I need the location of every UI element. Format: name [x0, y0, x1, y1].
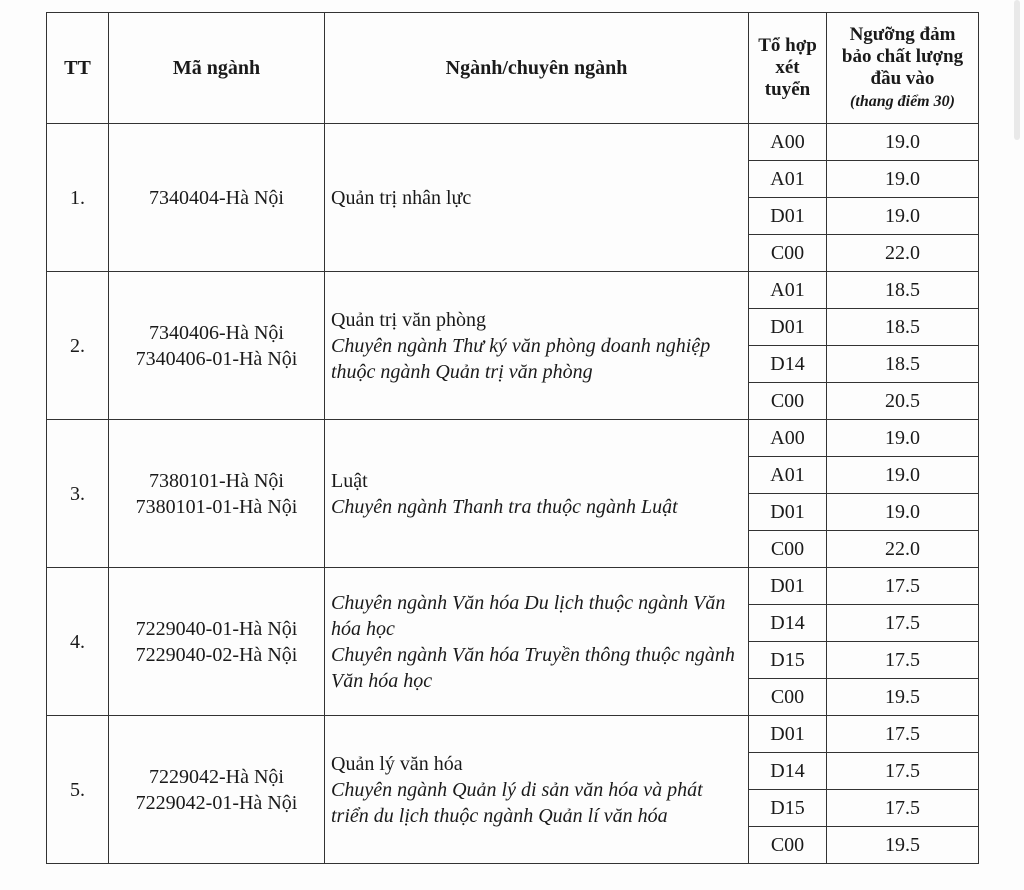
- major-code: 7229042-Hà Nội: [149, 765, 284, 788]
- subject-combination: A00: [749, 124, 827, 161]
- major-code: 7229040-02-Hà Nội: [135, 643, 298, 666]
- threshold-score: 18.5: [827, 346, 979, 383]
- subject-combination: A00: [749, 420, 827, 457]
- subject-combination: C00: [749, 235, 827, 272]
- major-code-cell: [109, 124, 325, 272]
- threshold-score: 22.0: [827, 235, 979, 272]
- major-name: Luật: [331, 469, 368, 492]
- row-number: 1.: [47, 124, 109, 272]
- threshold-score: 17.5: [827, 642, 979, 679]
- threshold-score: 17.5: [827, 716, 979, 753]
- scrollbar[interactable]: [1014, 0, 1020, 140]
- threshold-score: 18.5: [827, 272, 979, 309]
- specialization-name: Chuyên ngành Quản lý di sản văn hóa và phát triển du lịch thuộc ngành Quản lí văn hóa: [331, 778, 703, 827]
- admission-threshold-table: [46, 12, 979, 864]
- major-code-cell: [109, 272, 325, 420]
- subject-combination: D14: [749, 346, 827, 383]
- header-combo: Tổ hợp xét tuyển: [749, 13, 827, 124]
- threshold-score: 19.0: [827, 457, 979, 494]
- threshold-score: 19.5: [827, 827, 979, 864]
- header-threshold-note: (thang điểm 30): [850, 92, 955, 110]
- table-row: [47, 272, 979, 309]
- subject-combination: D01: [749, 309, 827, 346]
- threshold-score: 19.0: [827, 494, 979, 531]
- major-name-cell: [325, 124, 749, 272]
- specialization-name: Chuyên ngành Văn hóa Du lịch thuộc ngành Văn hóa học: [331, 591, 726, 640]
- subject-combination: D15: [749, 642, 827, 679]
- major-name: Quản trị văn phòng: [331, 308, 486, 331]
- major-code: 7380101-Hà Nội: [149, 469, 284, 492]
- row-number: 5.: [47, 716, 109, 864]
- subject-combination: C00: [749, 679, 827, 716]
- major-name-cell: [325, 568, 749, 716]
- major-code: 7340404-Hà Nội: [149, 186, 284, 209]
- table-row: [47, 568, 979, 605]
- row-number: 3.: [47, 420, 109, 568]
- subject-combination: D14: [749, 753, 827, 790]
- header-code: Mã ngành: [109, 13, 325, 124]
- major-name: Quản lý văn hóa: [331, 752, 463, 775]
- threshold-score: 19.0: [827, 198, 979, 235]
- major-name-cell: [325, 272, 749, 420]
- major-code-cell: [109, 716, 325, 864]
- threshold-score: 19.0: [827, 420, 979, 457]
- threshold-score: 19.0: [827, 161, 979, 198]
- header-threshold: [827, 13, 979, 124]
- subject-combination: C00: [749, 531, 827, 568]
- threshold-score: 19.5: [827, 679, 979, 716]
- subject-combination: D01: [749, 494, 827, 531]
- subject-combination: A01: [749, 161, 827, 198]
- major-code: 7229042-01-Hà Nội: [135, 791, 298, 814]
- threshold-score: 17.5: [827, 753, 979, 790]
- subject-combination: A01: [749, 272, 827, 309]
- major-name-cell: [325, 420, 749, 568]
- subject-combination: D01: [749, 716, 827, 753]
- threshold-score: 17.5: [827, 605, 979, 642]
- table-row: [47, 420, 979, 457]
- major-code-cell: [109, 420, 325, 568]
- threshold-score: 17.5: [827, 790, 979, 827]
- major-name-cell: [325, 716, 749, 864]
- subject-combination: D14: [749, 605, 827, 642]
- threshold-score: 22.0: [827, 531, 979, 568]
- major-code: 7340406-01-Hà Nội: [135, 347, 298, 370]
- threshold-score: 20.5: [827, 383, 979, 420]
- subject-combination: A01: [749, 457, 827, 494]
- major-code: 7380101-01-Hà Nội: [135, 495, 298, 518]
- threshold-score: 19.0: [827, 124, 979, 161]
- table-header-row: [47, 13, 979, 124]
- subject-combination: C00: [749, 827, 827, 864]
- subject-combination: D01: [749, 568, 827, 605]
- specialization-name: Chuyên ngành Văn hóa Truyền thông thuộc ngành Văn hóa học: [331, 643, 735, 692]
- major-name: Quản trị nhân lực: [331, 186, 472, 209]
- specialization-name: Chuyên ngành Thanh tra thuộc ngành Luật: [331, 495, 678, 518]
- header-threshold-label: Ngưỡng đảm bảo chất lượng đầu vào: [841, 24, 964, 89]
- header-tt: TT: [47, 13, 109, 124]
- header-major: Ngành/chuyên ngành: [325, 13, 749, 124]
- major-code: 7340406-Hà Nội: [149, 321, 284, 344]
- major-code: 7229040-01-Hà Nội: [135, 617, 298, 640]
- row-number: 4.: [47, 568, 109, 716]
- subject-combination: C00: [749, 383, 827, 420]
- threshold-score: 17.5: [827, 568, 979, 605]
- major-code-cell: [109, 568, 325, 716]
- table-row: [47, 124, 979, 161]
- table-body: [47, 124, 979, 864]
- specialization-name: Chuyên ngành Thư ký văn phòng doanh nghiệp thuộc ngành Quản trị văn phòng: [331, 334, 711, 383]
- subject-combination: D01: [749, 198, 827, 235]
- threshold-score: 18.5: [827, 309, 979, 346]
- subject-combination: D15: [749, 790, 827, 827]
- row-number: 2.: [47, 272, 109, 420]
- table-row: [47, 716, 979, 753]
